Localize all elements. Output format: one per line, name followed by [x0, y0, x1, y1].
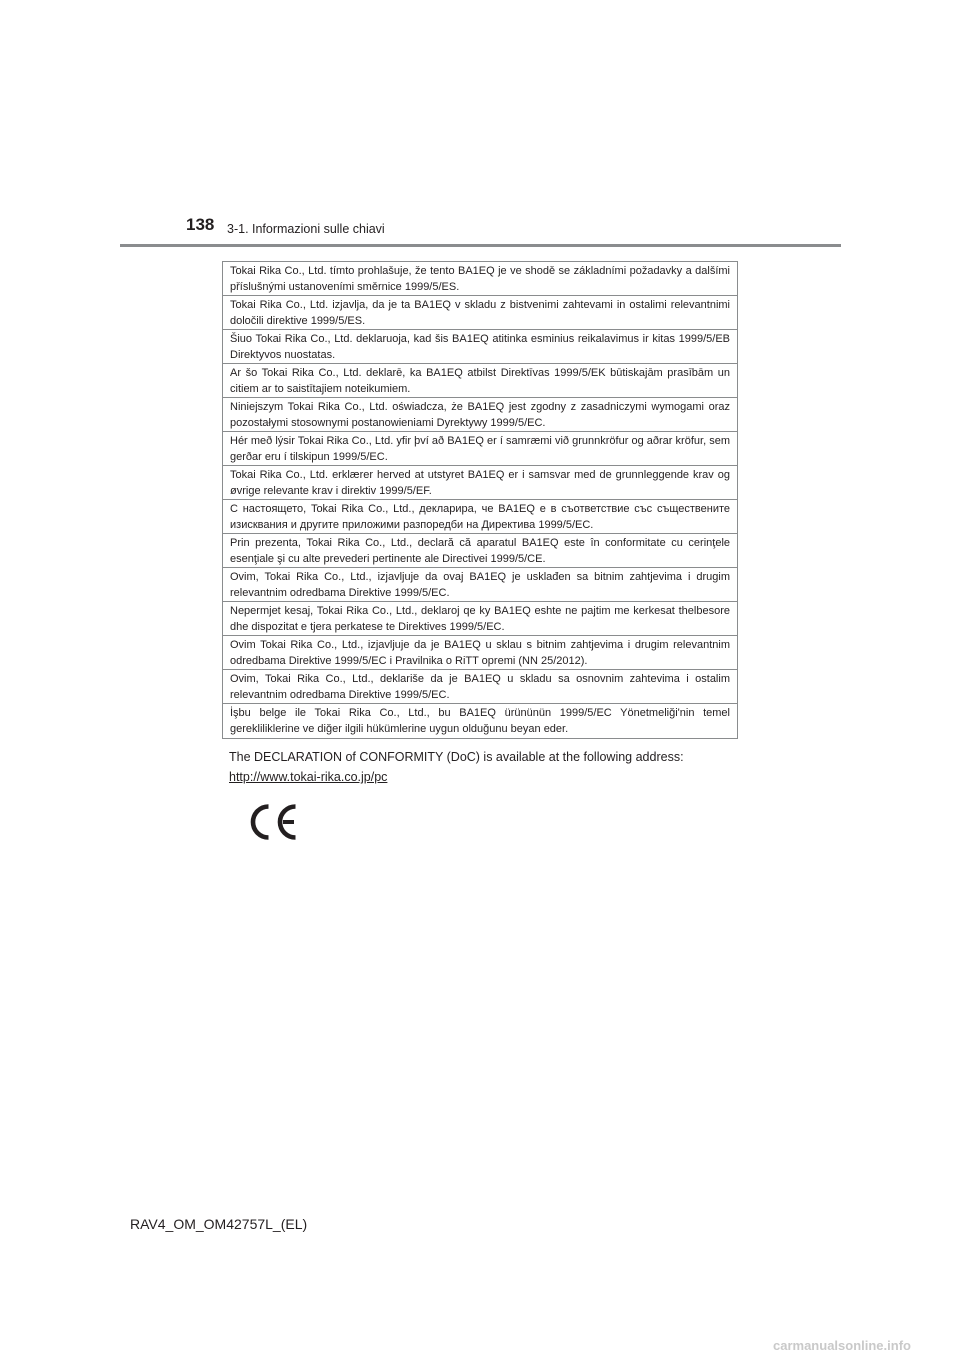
page-number: 138	[186, 215, 215, 234]
declaration-bosnian: Ovim, Tokai Rika Co., Ltd., izjavljuje da ovaj BA1EQ je usklađen sa bitnim zahtjevima i drugim relevantnim odredbama Direktive 1999/5/EC.	[223, 568, 737, 602]
declaration-turkish: İşbu belge ile Tokai Rika Co., Ltd., bu BA1EQ ürününün 1999/5/EC Yönetmeliği'nin temel gerekliliklerine ve diğer ilgili hükümlerine uygun olduğunu beyan eder.	[230, 707, 730, 735]
manual-code: RAV4_OM_OM42757L_(EL)	[130, 1216, 308, 1232]
ce-mark-icon	[247, 804, 299, 840]
declaration-lithuanian: Šiuo Tokai Rika Co., Ltd. deklaruoja, kad šis BA1EQ atitinka esminius reikalavimus ir kitas 1999/5/EB Direktyvos nuostatas.	[223, 330, 737, 364]
watermark: carmanualsonline.info	[773, 1338, 911, 1353]
declaration-croatian: Ovim Tokai Rika Co., Ltd., izjavljuje da je BA1EQ u sklau s bitnim zahtjevima i drugim relevantnim odredbama Direktive 1999/5/EC i Pravilnika o RiTT opremi (NN 25/2012).	[223, 636, 737, 670]
declaration-table	[222, 261, 738, 739]
declaration-icelandic: Hér með lýsir Tokai Rika Co., Ltd. yfir því að BA1EQ er í samræmi við grunnkröfur og aðrar kröfur, sem gerðar eru í tilskipun 1999/5/EC.	[223, 432, 737, 466]
section-title: 3-1. Informazioni sulle chiavi	[227, 222, 385, 236]
declaration-slovenian: Tokai Rika Co., Ltd. izjavlja, da je ta BA1EQ v skladu z bistvenimi zahtevami in ostalimi relevantnimi določili direktive 1999/5/ES.	[223, 296, 737, 330]
declaration-norwegian: Tokai Rika Co., Ltd. erklærer herved at utstyret BA1EQ er i samsvar med de grunnleggende krav og øvrige relevante krav i direktiv 1999/5/EF.	[223, 466, 737, 500]
doc-availability-note: The DECLARATION of CONFORMITY (DoC) is available at the following address:	[229, 750, 684, 764]
declaration-latvian: Ar šo Tokai Rika Co., Ltd. deklarē, ka BA1EQ atbilst Direktīvas 1999/5/EK būtiskajām prasībām un citiem ar to saistītajiem noteikumiem.	[223, 364, 737, 398]
declaration-bulgarian: С настоящето, Tokai Rika Co., Ltd., декларира, че BA1EQ е в съответствие със съществените изисквания и другите приложими разпоредби на Директива 1999/5/EC.	[223, 500, 737, 534]
declaration-czech: Tokai Rika Co., Ltd. tímto prohlašuje, že tento BA1EQ je ve shodě se základními požadavky a dalšími příslušnými ustanoveními směrnice 1999/5/ES.	[223, 262, 737, 296]
declaration-polish: Niniejszym Tokai Rika Co., Ltd. oświadcza, że BA1EQ jest zgodny z zasadniczymi wymogami oraz pozostałymi stosownymi postanowieniami Dyrektywy 1999/5/EC.	[223, 398, 737, 432]
doc-url-link[interactable]: http://www.tokai-rika.co.jp/pc	[229, 770, 388, 784]
declaration-albanian: Nepermjet kesaj, Tokai Rika Co., Ltd., deklaroj qe ky BA1EQ eshte ne pajtim me kerkesat thelbesore dhe dispozitat e tjera perkatese te Direktives 1999/5/EC.	[223, 602, 737, 636]
declaration-serbian: Ovim, Tokai Rika Co., Ltd., deklariše da je BA1EQ u skladu sa osnovnim zahtevima i ostalim relevantnim odredbama Direktive 1999/5/EC.	[223, 670, 737, 704]
declaration-romanian: Prin prezenta, Tokai Rika Co., Ltd., declară că aparatul BA1EQ este în conformitate cu cerinţele esenţiale şi cu alte prevederi pertinente ale Directivei 1999/5/CE.	[223, 534, 737, 568]
header-rule	[120, 244, 841, 247]
